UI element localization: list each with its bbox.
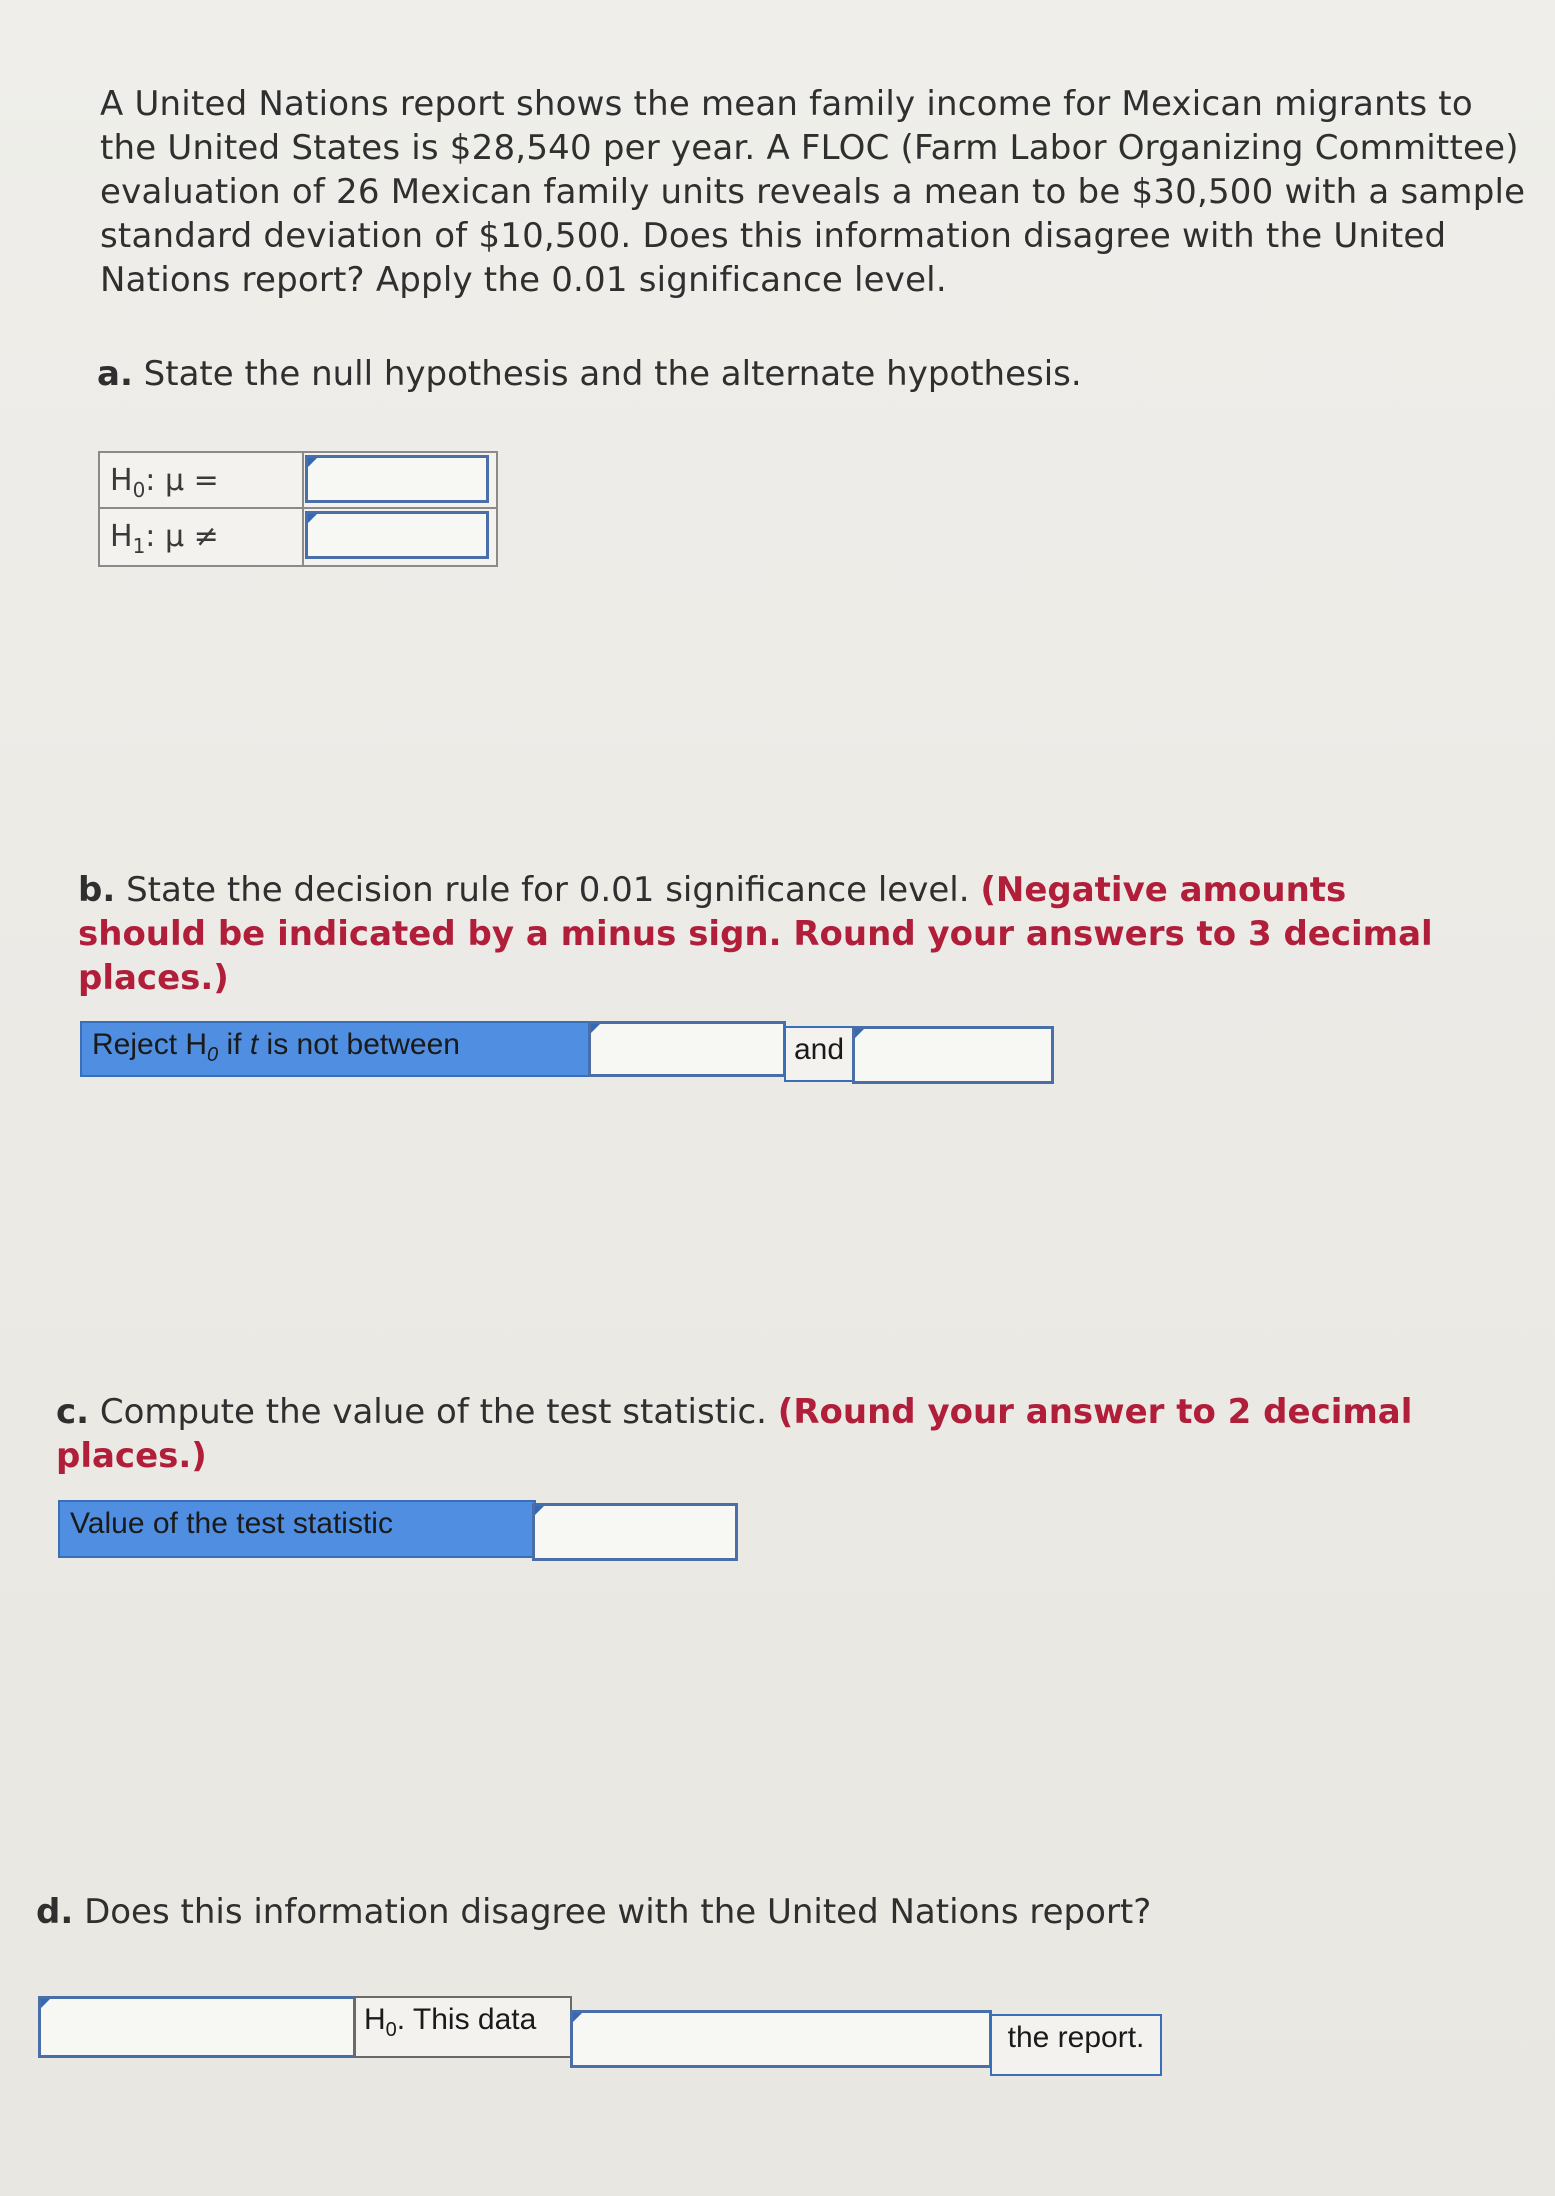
decision-rule-label: Reject $H_0$ if t is not between <box>80 1021 590 1077</box>
the-report-label: the report. <box>990 2014 1162 2076</box>
part-c-letter: c. <box>56 1392 90 1432</box>
null-hypothesis-label: $H_0$: μ = <box>110 463 219 502</box>
problem-statement: A United Nations report shows the mean family income for Mexican migrants to the United States is $28,540 per year. A FLOC (Farm Labor Organizing Committee) evaluation of 26 Mexican family units reveals a mean to be $30,500 with a sample standard deviation of $10,500. Does this information disagree with the United Nations report? Apply the 0.01 significance level. <box>100 84 1526 300</box>
and-label: and <box>784 1026 854 1082</box>
part-a-prompt <box>97 352 1082 396</box>
data-conclusion-select[interactable] <box>570 2010 992 2068</box>
part-a-letter: a. <box>97 354 133 394</box>
part-d-prompt <box>36 1890 1486 1934</box>
part-b-instruction: (Negative amounts should be indicated by a minus sign. Round your answers to 3 decimal places.) <box>78 870 1433 998</box>
part-a-text: State the null hypothesis and the alternate hypothesis. <box>143 354 1082 394</box>
h0-this-data-label: $H_0$. This data <box>354 1996 572 2058</box>
upper-critical-value-input[interactable] <box>852 1026 1054 1084</box>
part-b-text: State the decision rule for 0.01 significance level. <box>126 870 970 910</box>
part-c-prompt <box>56 1390 1506 1478</box>
part-c-instruction: (Round your answer to 2 decimal places.) <box>56 1392 1413 1476</box>
test-statistic-input[interactable] <box>532 1503 738 1561</box>
test-statistic-label: Value of the test statistic <box>58 1500 536 1558</box>
hypothesis-table <box>98 451 498 567</box>
part-b-prompt <box>78 868 1478 1000</box>
alternate-hypothesis-input[interactable] <box>305 511 489 559</box>
lower-critical-value-input[interactable] <box>588 1021 786 1077</box>
decision-select[interactable] <box>38 1996 356 2058</box>
alternate-hypothesis-label: $H_1$: μ ≠ <box>110 519 219 558</box>
alternate-hypothesis-row <box>100 509 496 565</box>
null-hypothesis-input[interactable] <box>305 455 489 503</box>
part-b-letter: b. <box>78 870 116 910</box>
null-hypothesis-row <box>100 453 496 509</box>
part-d-letter: d. <box>36 1892 74 1932</box>
part-c-text: Compute the value of the test statistic. <box>99 1392 767 1432</box>
part-d-text: Does this information disagree with the United Nations report? <box>84 1892 1152 1932</box>
